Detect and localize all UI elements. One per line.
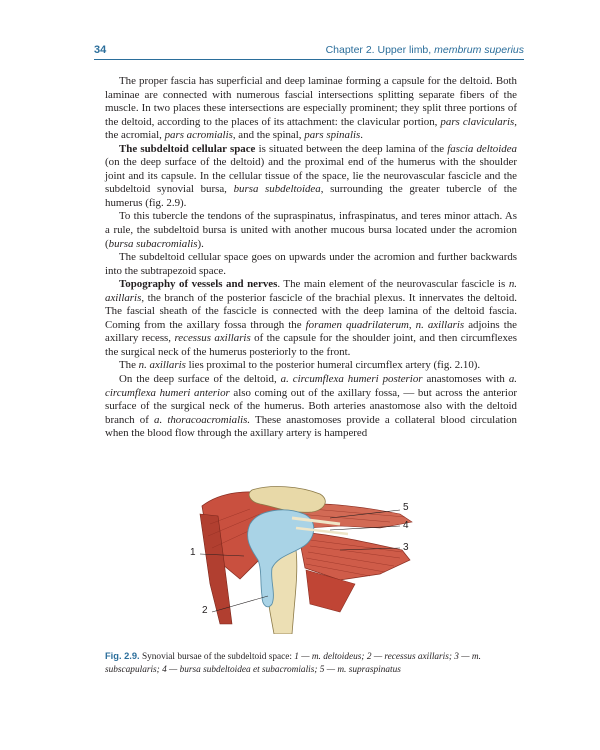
latin-term: pars acromialis [164, 129, 233, 142]
figure-label-1: 1 [190, 547, 196, 558]
section-term: Topography of vessels and nerves [119, 278, 278, 291]
text-run: lies proximal to the posterior humeral circumflex artery (fig. 2.10). [185, 359, 481, 372]
shoulder-anatomy-drawing [180, 484, 420, 634]
latin-term: a. thoracoacromialis. [154, 413, 251, 426]
latin-term: bursa subacromialis [108, 237, 198, 250]
paragraph-anastomoses [105, 373, 517, 441]
text-run: anastomoses with [422, 373, 509, 386]
text-run: , [408, 318, 416, 331]
text-run: The [119, 359, 139, 372]
text-run: (on the deep surface of the deltoid) and the proximal end of the humerus with the shoulder joint and its capsule. In the cellular tissue of the space, lie the neurovascular fascicle and the subdeltoid synovial bursa, [105, 156, 517, 196]
figure-caption [105, 650, 515, 676]
latin-term: n. axillaris [105, 278, 517, 304]
text-run: of the capsule for the shoulder joint, and then circumflexes the surgical neck of the humerus posteriorly to the front. [105, 332, 517, 358]
text-run: . The main element of the neurovascular fascicle is [277, 278, 509, 291]
page-header [94, 44, 524, 58]
text-run: . [360, 129, 363, 142]
shoulder-illustration [180, 484, 420, 634]
chapter-title-latin: membrum superius [434, 44, 524, 56]
body-text [105, 75, 517, 441]
page-number: 34 [94, 44, 107, 56]
text-run: adjoins the axillary recess, [105, 318, 517, 345]
text-run: The subdeltoid cellular space goes on upwards under the acromion and further backwards into the subtrapezoid space. [105, 251, 517, 277]
chapter-title-text: Chapter 2. Upper limb, [325, 44, 435, 56]
caption-legend: 1 — m. deltoideus; 2 — recessus axillaris; 3 — m. subscapularis; 4 — bursa subdeltoidea et subacromialis; 5 — m. supraspinatus [105, 652, 481, 675]
text-run: also coming out of the axillary fossa, — but across the anterior surface of the surgical neck of the humerus. Both arteries anastomose also with the deltoid branch of [105, 386, 518, 426]
text-run: The proper fascia has superficial and deep laminae forming a capsule for the deltoid. Both laminae are connected with numerous fascial intersections splitting separate fibers of the muscle. In two places these intersections are especially prominent; they split three portions of the deltoid, according to the places of its attachment: the clavicular portion, [105, 75, 517, 128]
header-rule [94, 59, 524, 60]
text-run: On the deep surface of the deltoid, [119, 373, 281, 386]
figure-label-3: 3 [403, 542, 409, 553]
paragraph-fascia [105, 75, 517, 143]
latin-term: bursa subdeltoidea [233, 183, 321, 196]
paragraph-subtrapezoid [105, 251, 517, 278]
text-run: , and the spinal, [232, 129, 305, 142]
latin-term: foramen quadrilaterum [305, 318, 409, 331]
text-run: ). [197, 237, 204, 250]
figure-label-4: 4 [403, 520, 409, 531]
figure-number: Fig. 2.9. [105, 651, 140, 661]
text-run: , surrounding the greater tubercle of the humerus (fig. 2.9). [105, 183, 518, 209]
text-run: , the branch of the posterior fascicle of the brachial plexus. It innervates the deltoid. The fascial sheath of the fascicle is connected with the deep lamina of the deltoid fascia. Coming from the axillary fossa through the [105, 291, 517, 331]
latin-term: a. circumflexa humeri anterior [105, 373, 517, 399]
chapter-title [326, 44, 524, 56]
text-run: , the acromial, [105, 115, 517, 142]
paragraph-tubercle [105, 210, 517, 251]
latin-term: fascia deltoidea [447, 142, 517, 155]
latin-term: recessus axillaris [174, 332, 251, 345]
paragraph-axillaris [105, 359, 517, 373]
latin-term: a. circumflexa humeri posterior [280, 373, 423, 386]
paragraph-vessels-nerves [105, 278, 517, 359]
figure-label-2: 2 [202, 605, 208, 616]
figure-label-5: 5 [403, 502, 409, 513]
latin-term: pars spinalis [304, 129, 361, 142]
latin-term: n. axillaris [138, 359, 186, 372]
text-run: These anastomoses provide a collateral blood circulation when the blood flow through the axillary artery is hampered [105, 413, 517, 440]
paragraph-subdeltoid-space [105, 143, 517, 211]
text-run: To this tubercle the tendons of the supraspinatus, infraspinatus, and teres minor attach. As a rule, the subdeltoid bursa is united with another mucous bursa located under the acromion ( [105, 210, 517, 250]
section-term: The subdeltoid cellular space [119, 142, 256, 155]
caption-text: Synovial bursae of the subdeltoid space: [139, 652, 295, 662]
text-run: is situated between the deep lamina of the [255, 142, 448, 155]
latin-term: pars clavicularis [440, 115, 515, 128]
latin-term: n. axillaris [415, 318, 465, 331]
